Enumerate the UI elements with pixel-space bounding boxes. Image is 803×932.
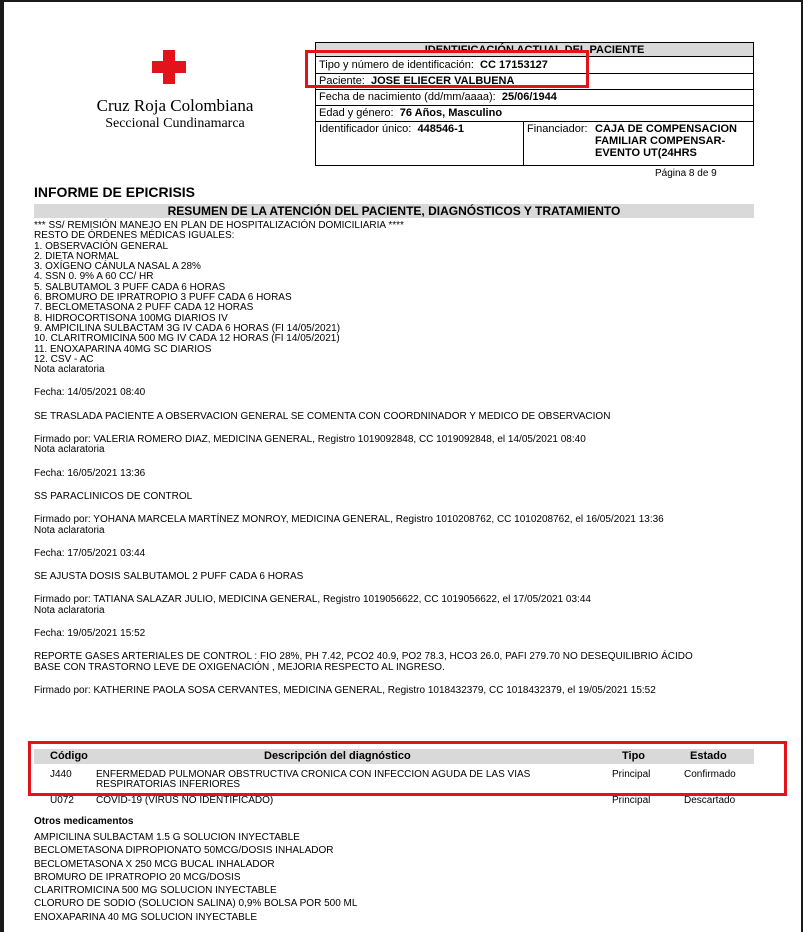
medication-item: BECLOMETASONA DIPROPIONATO 50MCG/DOSIS INHALADOR [34,845,334,857]
diagnosis-type: Principal [612,795,651,806]
identifier-payer-row [316,121,753,165]
payer-label: Financiador: [527,123,588,135]
diagnosis-status: Descartado [684,795,736,806]
medication-item: ENOXAPARINA 40 MG SOLUCION INYECTABLE [34,911,258,923]
order-line: 1. OBSERVACIÓN GENERAL [34,240,169,252]
note-footer: Nota aclaratoria [34,444,105,456]
diagnosis-status: Confirmado [684,769,736,780]
orders-list [34,221,764,375]
order-line: *** SS/ REMISIÓN MANEJO EN PLAN DE HOSPITALIZACIÓN DOMICILIARIA **** [34,220,404,231]
unique-label: Identificador único: [319,123,412,135]
age-row [316,105,753,122]
id-value: CC 17153127 [480,59,548,71]
order-line: 7. BECLOMETASONA 2 PUFF CADA 12 HORAS [34,302,254,314]
order-line: 4. SSN 0. 9% A 60 CC/ HR [34,271,154,283]
report-title: INFORME DE EPICRISIS [34,184,196,200]
order-line: 3. OXÍGENO CÁNULA NASAL A 28% [34,261,201,273]
medication-item: CLARITROMICINA 500 MG SOLUCION INYECTABLE [34,885,277,897]
note-signature: Firmado por: YOHANA MARCELA MARTÍNEZ MONROY, MEDICINA GENERAL, Registro 1010208762, CC 1010208762, el 16/05/2021 13:36 [34,514,664,526]
order-line: RESTO DE ÓRDENES MÉDICAS IGUALES: [34,230,235,242]
order-line: 9. AMPICILINA SULBACTAM 3G IV CADA 6 HORAS (FI 14/05/2021) [34,322,341,334]
unique-value: 448546-1 [417,123,464,135]
note-signature: Firmado por: VALERIA ROMERO DIAZ, MEDICINA GENERAL, Registro 1019092848, CC 1019092848, el 14/05/2021 08:40 [34,434,586,446]
organization-branch: Seccional Cundinamarca [105,116,245,131]
payer-value: CAJA DE COMPENSACION FAMILIAR COMPENSAR-EVENTO UT(24HRS [595,123,737,159]
order-line: Nota aclaratoria [34,364,105,376]
header-status: Estado [690,750,727,762]
note-signature: Firmado por: KATHERINE PAOLA SOSA CERVANTES, MEDICINA GENERAL, Registro 1018432379, CC 1018432379, el 19/05/2021 15:52 [34,684,656,696]
note-text: REPORTE GASES ARTERIALES DE CONTROL : FIO 28%, PH 7.42, PCO2 40.9, PO2 78.3, HCO3 26.0, PAFI 279.70 NO DESEQUILIBRIO ÁCIDO [34,651,693,663]
order-line: 5. SALBUTAMOL 3 PUFF CADA 6 HORAS [34,281,226,293]
highlight-box-diagnosis [28,741,787,796]
note-footer: Nota aclaratoria [34,604,105,616]
header-description: Descripción del diagnóstico [264,750,411,762]
diagnosis-code: U072 [50,795,74,806]
note-footer: Nota aclaratoria [34,524,105,536]
header-code: Código [50,750,88,762]
order-line: 10. CLARITROMICINA 500 MG IV CADA 12 HORAS (FI 14/05/2021) [34,333,340,345]
highlight-box-patient [305,50,589,88]
diagnosis-description: COVID-19 (VIRUS NO IDENTIFICADO) [96,795,274,806]
dob-label: Fecha de nacimiento (dd/mm/aaaa): [319,91,496,103]
note-date: Fecha: 16/05/2021 13:36 [34,467,146,479]
clinical-notes [34,221,764,696]
organization-name: Cruz Roja Colombiana [96,96,254,115]
order-line: 8. HIDROCORTISONA 100MG DIARIOS IV [34,312,228,324]
dob-value: 25/06/1944 [501,91,557,103]
note-date: Fecha: 14/05/2021 08:40 [34,387,146,399]
note-date: Fecha: 17/05/2021 03:44 [34,547,146,559]
patient-value: JOSE ELIECER VALBUENA [371,75,515,87]
age-value: 76 Años, Masculino [399,107,503,119]
diagnosis-type: Principal [612,769,651,780]
medication-item: BROMURO DE IPRATROPIO 20 MCG/DOSIS [34,871,241,883]
order-line: 11. ENOXAPARINA 40MG SC DIARIOS [34,343,212,355]
diagnosis-description: ENFERMEDAD PULMONAR OBSTRUCTIVA CRONICA CON INFECCION AGUDA DE LAS VIAS RESPIRATORIAS INFERIORES [96,769,531,790]
unique-identifier [319,123,464,135]
note-text: BASE CON TRASTORNO LEVE DE OXIGENACIÓN , MEJORIA RESPECTO AL INGRESO. [34,661,445,673]
order-line: 6. BROMURO DE IPRATROPIO 3 PUFF CADA 6 HORAS [34,292,292,304]
patient-label: Paciente: [319,75,365,87]
medication-item: AMPICILINA SULBACTAM 1.5 G SOLUCION INYECTABLE [34,832,300,843]
page-border-top [0,0,803,2]
note-signature: Firmado por: TATIANA SALAZAR JULIO, MEDICINA GENERAL, Registro 1019056622, CC 1019056622, el 17/05/2021 03:44 [34,594,591,606]
age-label: Edad y género: [319,107,394,119]
header-type: Tipo [622,750,646,762]
other-medications-title: Otros medicamentos [34,816,134,827]
patient-id-title: IDENTIFICACIÓN ACTUAL DEL PACIENTE [316,43,753,57]
page-number: Página 8 de 9 [655,168,717,179]
note-text: SE AJUSTA DOSIS SALBUTAMOL 2 PUFF CADA 6 HORAS [34,571,304,583]
note-date: Fecha: 19/05/2021 15:52 [34,628,146,640]
note-text: SE TRASLADA PACIENTE A OBSERVACION GENERAL SE COMENTA CON COORDNINADOR Y MEDICO DE OBSERVACION [34,410,611,422]
medication-item: CLORURO DE SODIO (SOLUCION SALINA) 0,9% BOLSA POR 500 ML [34,898,358,910]
section-title: RESUMEN DE LA ATENCIÓN DEL PACIENTE, DIAGNÓSTICOS Y TRATAMIENTO [34,204,754,218]
page-border-left [0,0,4,932]
id-label: Tipo y número de identificación: [319,59,474,71]
note-text: SS PARACLINICOS DE CONTROL [34,490,193,502]
dob-row [316,89,753,106]
diagnosis-code: J440 [50,769,72,780]
order-line: 2. DIETA NORMAL [34,250,119,262]
other-medications-list [34,831,357,924]
order-line: 12. CSV - AC [34,353,94,365]
cell-divider [523,121,524,165]
medication-item: BECLOMETASONA X 250 MCG BUCAL INHALADOR [34,858,275,870]
